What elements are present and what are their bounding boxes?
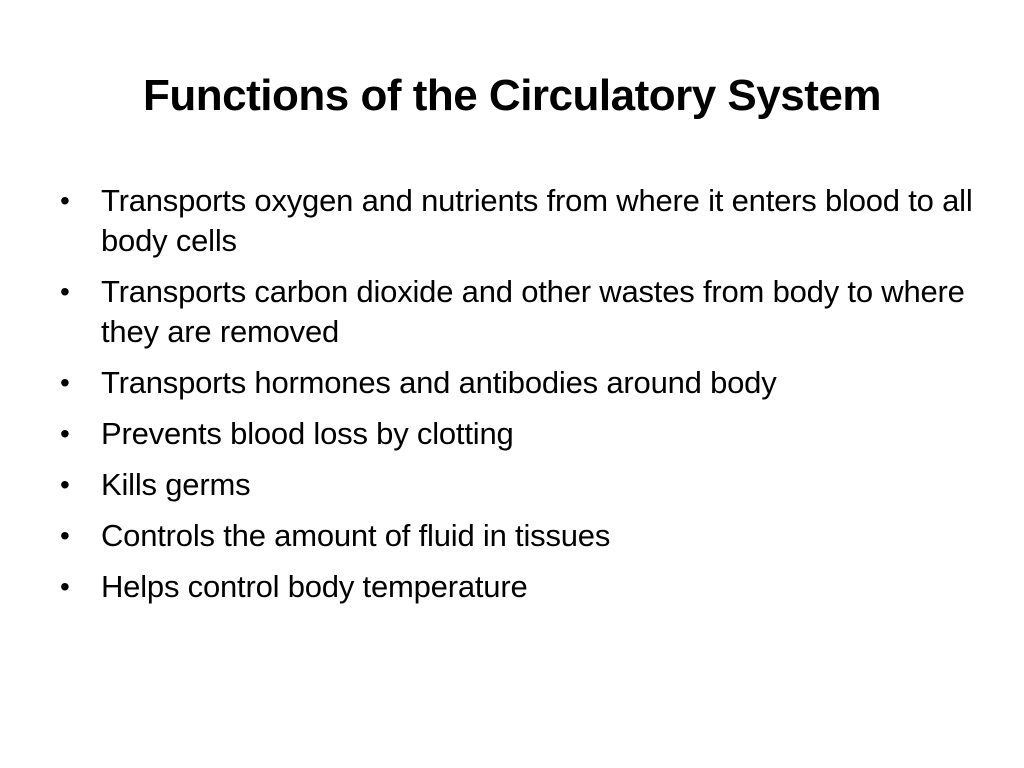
bullet-text: Kills germs [101, 467, 251, 502]
bullet-item [56, 414, 976, 454]
bullet-item [56, 516, 976, 556]
bullet-icon: • [60, 571, 70, 602]
bullet-text: Helps control body temperature [101, 569, 528, 604]
bullet-item [56, 363, 976, 403]
bullet-icon: • [60, 469, 70, 500]
bullet-item [56, 181, 976, 261]
bullet-icon: • [60, 367, 70, 398]
bullet-icon: • [60, 520, 70, 551]
bullet-item [56, 465, 976, 505]
bullet-icon: • [60, 185, 70, 216]
slide-title: Functions of the Circulatory System [143, 71, 881, 120]
bullet-text: Transports hormones and antibodies around body [101, 365, 777, 400]
bullet-text: Prevents blood loss by clotting [101, 416, 514, 451]
bullet-text: Controls the amount of fluid in tissues [101, 518, 611, 553]
bullet-icon: • [60, 418, 70, 449]
bullet-item [56, 567, 976, 607]
bullet-list [56, 181, 976, 618]
bullet-text: Transports oxygen and nutrients from where it enters blood to all body cells [101, 183, 973, 258]
bullet-text: Transports carbon dioxide and other wastes from body to where they are removed [101, 274, 965, 349]
bullet-item [56, 272, 976, 352]
bullet-icon: • [60, 276, 70, 307]
